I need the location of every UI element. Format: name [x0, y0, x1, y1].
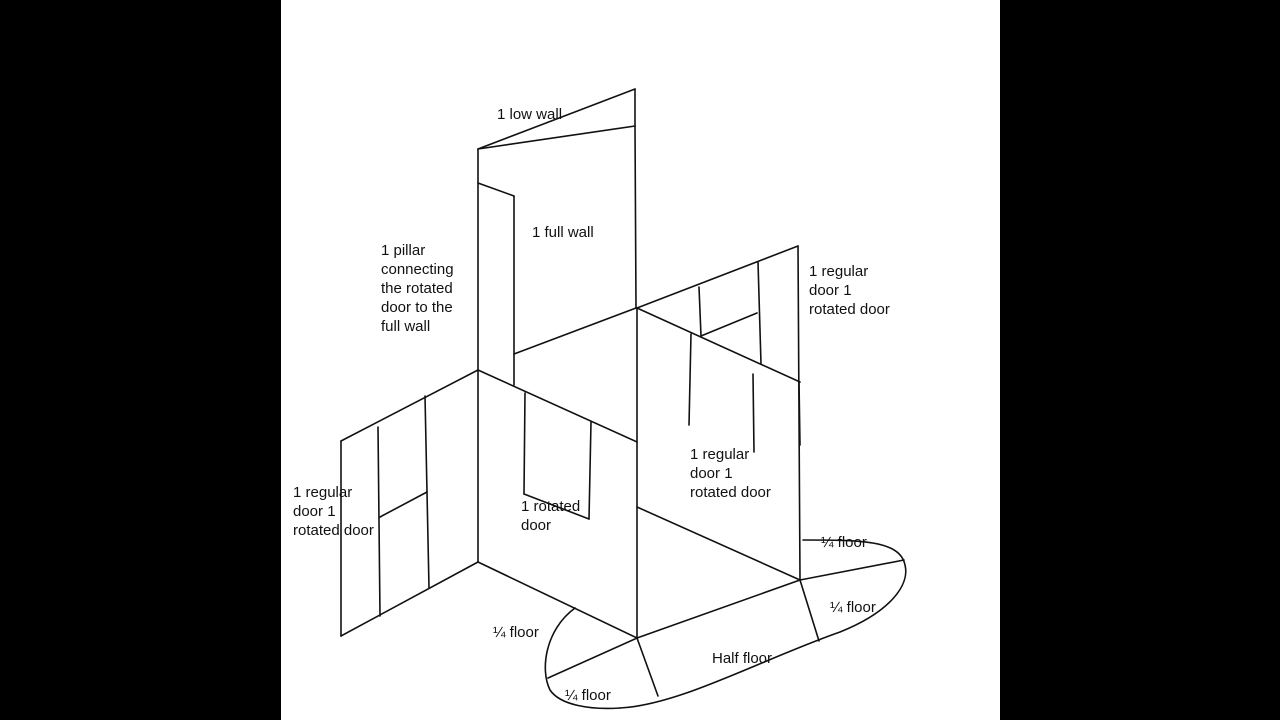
label-line: door 1 [690, 465, 733, 482]
center-door-wall [478, 308, 637, 638]
label-line: rotated door [690, 484, 771, 501]
label-line: door 1 [293, 503, 336, 520]
label-quarter-floor-right-top: ¼ floor [821, 534, 867, 551]
label-quarter-floor-left: ¼ floor [493, 624, 539, 641]
label-regular-door-right-top [809, 262, 890, 319]
label-quarter-floor-bottom: ¼ floor [565, 687, 611, 704]
label-pillar-line-2: connecting [381, 261, 454, 278]
label-regular-door-right-lower [690, 445, 771, 502]
drawing-sheet [281, 0, 1000, 720]
building-sketch [281, 0, 1000, 720]
label-line: door 1 [809, 282, 852, 299]
label-pillar-line-5: full wall [381, 318, 431, 335]
label-line: 1 regular [690, 446, 750, 463]
label-pillar [381, 241, 454, 336]
right-door-wall [637, 246, 800, 580]
label-line: 1 regular [293, 484, 353, 501]
label-pillar-line-4: door to the [381, 299, 453, 316]
label-regular-door-left [293, 483, 374, 540]
label-pillar-line-1: 1 pillar [381, 242, 426, 259]
label-rotated-door-center [521, 497, 580, 535]
label-quarter-floor-right: ¼ floor [830, 599, 876, 616]
label-line: door [521, 517, 552, 534]
label-half-floor: Half floor [712, 650, 773, 667]
label-pillar-line-3: the rotated [381, 280, 453, 297]
label-line: 1 regular [809, 263, 869, 280]
label-line: rotated door [293, 522, 374, 539]
label-low-wall: 1 low wall [497, 106, 563, 123]
label-full-wall: 1 full wall [532, 224, 594, 241]
full-wall [478, 126, 636, 385]
label-line: 1 rotated [521, 498, 581, 515]
label-line: rotated door [809, 301, 890, 318]
